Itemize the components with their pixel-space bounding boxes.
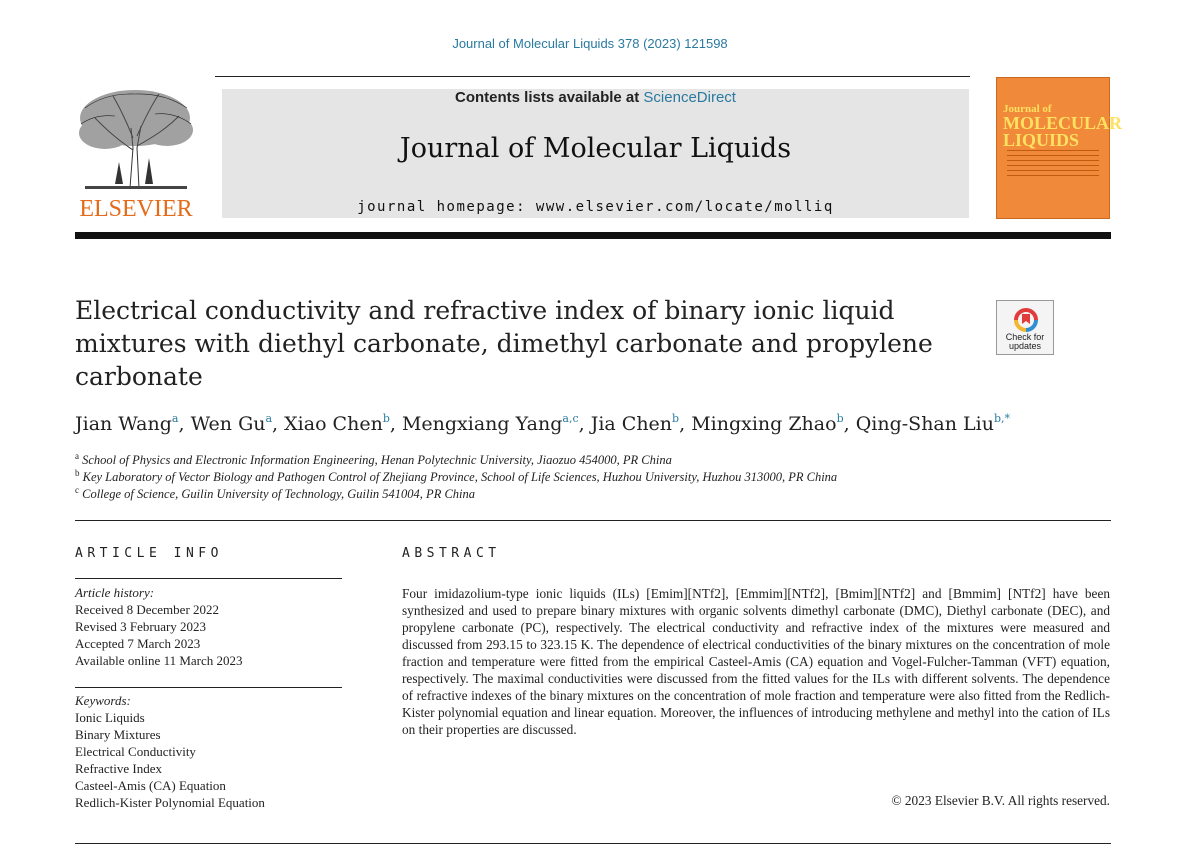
- journal-cover-thumbnail[interactable]: [996, 77, 1123, 219]
- keywords-list: [75, 692, 265, 811]
- history-item: Received 8 December 2022: [75, 602, 220, 617]
- cover-title: [1003, 103, 1123, 150]
- keyword: Binary Mixtures: [75, 727, 161, 742]
- affiliation-text: College of Science, Guilin University of Technology, Guilin 541004, PR China: [82, 487, 476, 502]
- sciencedirect-link[interactable]: ScienceDirect: [643, 89, 736, 106]
- elsevier-tree-icon: [75, 88, 197, 193]
- history-label: Article history:: [75, 585, 155, 600]
- cover-line1: Journal of: [1003, 103, 1052, 115]
- check-for-updates-icon: [1011, 304, 1041, 332]
- check-for-updates-label: Check for updates: [1005, 332, 1045, 351]
- keyword: Refractive Index: [75, 761, 162, 776]
- author-list: Jian Wang$^a$, Wen Gu$^a$, Xiao Chen$^b$, Mengxiang Yang$^{a,c}$, Jia Chen$^b$, Mingxing Zhao$^b$, Qing-Shan Liu$^{b,*}$: [75, 412, 1011, 435]
- article-title: Electrical conductivity and refractive index of binary ionic liquid mixtures with diethyl carbonate, dimethyl carbonate and propylene carbonate: [75, 296, 933, 391]
- affiliation-a: [75, 451, 672, 468]
- abstract-heading: ABSTRACT: [402, 546, 501, 561]
- header-thick-rule: [75, 232, 1111, 239]
- journal-homepage[interactable]: journal homepage: www.elsevier.com/locate/molliq: [357, 199, 834, 215]
- journal-title[interactable]: Journal of Molecular Liquids: [399, 133, 792, 164]
- author-name[interactable]: Xiao Chen: [284, 413, 383, 435]
- cover-line3: LIQUIDS: [1003, 130, 1080, 150]
- author-name[interactable]: Jia Chen: [590, 413, 673, 435]
- cover-text-lines: [1007, 150, 1099, 178]
- affiliation-b: [75, 468, 837, 485]
- affiliation-c: [75, 485, 475, 502]
- keyword: Casteel-Amis (CA) Equation: [75, 778, 226, 793]
- author-name[interactable]: Jian Wang: [75, 413, 172, 435]
- elsevier-wordmark: ELSEVIER: [79, 196, 193, 222]
- author-affiliation-mark[interactable]: b: [672, 412, 680, 425]
- history-item: Available online 11 March 2023: [75, 653, 243, 668]
- author-name[interactable]: Qing-Shan Liu: [855, 413, 994, 435]
- author-affiliation-mark[interactable]: a,c: [562, 412, 579, 425]
- keyword: Redlich-Kister Polynomial Equation: [75, 795, 265, 810]
- journal-citation[interactable]: Journal of Molecular Liquids 378 (2023) 121598: [452, 36, 728, 51]
- article-history: [75, 584, 243, 669]
- affiliation-mark: c: [75, 485, 79, 495]
- check-for-updates-button[interactable]: [996, 300, 1054, 355]
- history-item: Accepted 7 March 2023: [75, 636, 201, 651]
- author-name[interactable]: Mingxing Zhao: [691, 413, 837, 435]
- copyright-notice: © 2023 Elsevier B.V. All rights reserved.: [891, 793, 1110, 808]
- article-info-heading: ARTICLE INFO: [75, 546, 223, 561]
- author-name[interactable]: Mengxiang Yang: [401, 413, 563, 435]
- history-item: Revised 3 February 2023: [75, 619, 207, 634]
- header-rule: [215, 76, 970, 77]
- author-name[interactable]: Wen Gu: [190, 413, 266, 435]
- author-affiliation-mark[interactable]: b,*: [993, 412, 1011, 425]
- keywords-rule: [75, 687, 342, 688]
- keyword: Electrical Conductivity: [75, 744, 196, 759]
- footer-rule: [75, 843, 1111, 844]
- affiliation-mark: b: [75, 468, 80, 478]
- affiliation-mark: a: [75, 451, 79, 461]
- cover-line2: MOLECULAR: [1003, 113, 1123, 133]
- keyword: Ionic Liquids: [75, 710, 145, 725]
- section-rule: [75, 520, 1111, 521]
- elsevier-logo[interactable]: [75, 88, 197, 223]
- abstract-text: Four imidazolium-type ionic liquids (ILs) [Emim][NTf2], [Emmim][NTf2], [Bmim][NTf2] and [Bmmim] [NTf2] have been synthesized and used to prepare binary mixtures with organic solvents dimethyl carbonate (DMC), Diethyl carbonate (DEC), and propylene carbonate (PC), respectively. The electrical conductivity and refractive index of the mixtures were measured and discussed from 293.15 to 323.15 K. The dependence of electrical conductivities of the binary mixtures on the concentration of mole fraction and temperature were fitted from the empirical Casteel-Amis (CA) equation and Vogel-Fulcher-Tamman (VFT) equation, respectively. The maximal conductivities were discussed from the fitted values for the ILs with different solvents. The dependence of refractive indexes of the binary mixtures on the concentration of mole fraction and temperature were also fitted from the Redlich-Kister polynomial equation and linear equation. Moreover, the influences of introducing methylene and methyl into the cation of ILs on their properties are discussed.: [402, 586, 1110, 737]
- contents-line: [222, 89, 969, 106]
- journal-banner: [222, 89, 969, 218]
- affiliation-text: School of Physics and Electronic Information Engineering, Henan Polytechnic University, Jiaozuo 454000, PR China: [82, 453, 672, 468]
- author-affiliation-mark[interactable]: b: [836, 412, 844, 425]
- article-info-rule: [75, 578, 342, 579]
- author-affiliation-mark[interactable]: a: [171, 412, 179, 425]
- author-affiliation-mark[interactable]: a: [265, 412, 273, 425]
- affiliation-text: Key Laboratory of Vector Biology and Pathogen Control of Zhejiang Province, School of Life Sciences, Huzhou University, Huzhou 313000, PR China: [82, 470, 838, 485]
- author-affiliation-mark[interactable]: b: [382, 412, 390, 425]
- keywords-label: Keywords:: [75, 693, 131, 708]
- contents-prefix: Contents lists available at: [455, 89, 644, 106]
